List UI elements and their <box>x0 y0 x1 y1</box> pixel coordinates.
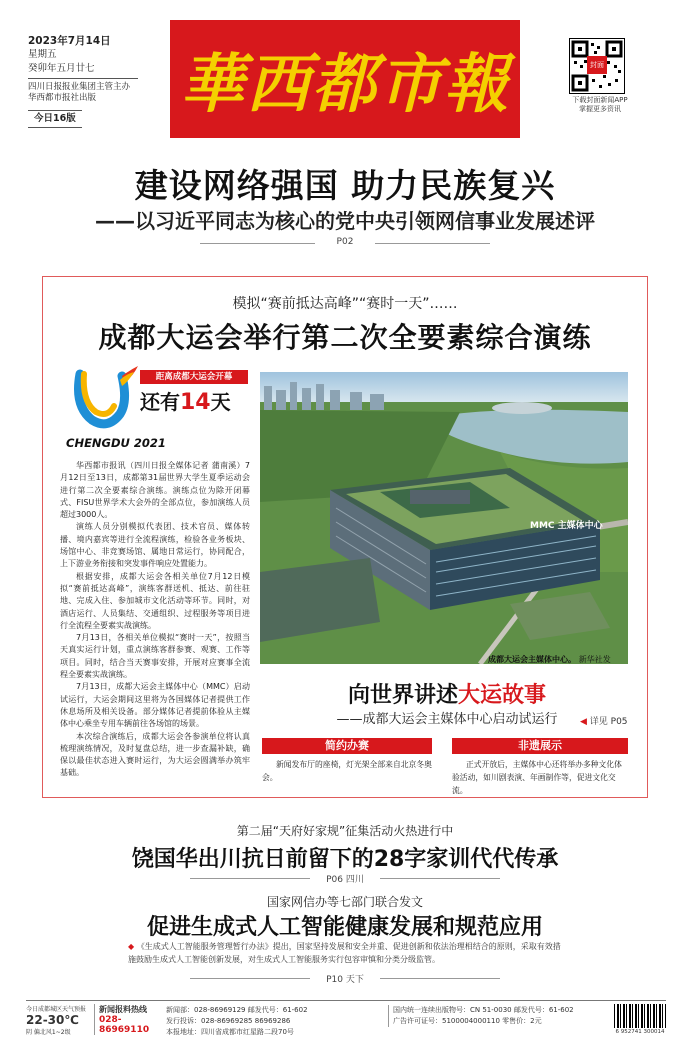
lunar-date: 癸卯年五月廿七 <box>28 63 95 74</box>
article-paragraph: 演练人员分别模拟代表团、技术官员、媒体转播、境内嘉宾等进行全流程演练，检验各业务板块、场馆中心、非竞赛场馆、属地日常运行，协同配合，上下游业务衔接和突发事件响应处置能力。 <box>60 522 250 569</box>
footer <box>26 1000 666 1039</box>
aerial-photo-icon <box>260 372 628 664</box>
story2-title[interactable]: 饶国华出川抗日前留下的28字家训代代传承 <box>131 847 559 872</box>
publication-line: 国内统一连续出版物号：CN 51-0030 邮发代号：61-602 <box>393 1006 574 1014</box>
divider <box>200 243 315 244</box>
barcode-icon <box>614 1004 666 1028</box>
divider <box>28 78 138 79</box>
universiade-emblem-icon <box>62 366 142 434</box>
chengdu-2021-wordmark: CHENGDU 2021 <box>66 436 166 450</box>
tag-simple-games: 简约办赛 <box>262 738 432 754</box>
page-reference[interactable]: P10 天下 <box>326 975 364 985</box>
flag-title: 華西都市報 <box>180 47 510 122</box>
publication-line: 广告许可证号：5100004000110 零售价：2元 <box>393 1017 542 1025</box>
main-media-center-photo[interactable] <box>260 372 628 664</box>
feature-title[interactable]: 成都大运会举行第二次全要素综合演练 <box>98 321 592 354</box>
page-count: 今日16版 <box>28 110 82 128</box>
brief-simple-games: 新闻发布厅的座椅，灯光架全部来自北京冬奥会。 <box>262 760 432 782</box>
article-paragraph: 华西都市报讯（四川日报全媒体记者 蒲南溪）7月12日至13日，成都第31届世界大学生夏季运动会进行第二次全要素综合演练。演练点位为除开闭幕式、FISU世界学术大会外的全部点位，参加演练人员超过3000人。 <box>60 461 250 520</box>
contact-line: 发行投诉：028-86969285 86969286 <box>166 1017 291 1025</box>
weather-desc: 阴 偏北风1~2级 <box>26 1029 71 1036</box>
top-story-subtitle: ——以习近平同志为核心的党中央引领网信事业发展述评 <box>95 209 595 233</box>
divider <box>380 978 500 979</box>
weather-temp: 22-30℃ <box>26 1013 79 1027</box>
arrow-icon: ◀ <box>580 717 587 727</box>
countdown-number: 14 <box>180 390 211 415</box>
see-page-link[interactable] <box>580 714 628 727</box>
caption-text: 成都大运会主媒体中心。 <box>488 655 576 664</box>
divider <box>375 243 490 244</box>
article-paragraph: 本次综合演练后，成都大运会各参演单位将认真梳理演练情况，及时复盘总结，进一步查漏补缺，确保以最佳状态进入赛时运行，为大运会圆满举办筑牢基础。 <box>60 731 250 778</box>
qr-caption-line-1: 下载封面新闻APP <box>572 96 628 104</box>
weather-box <box>26 1004 90 1036</box>
contact-line: 新闻部：028-86969129 邮发代号：61-602 <box>166 1006 308 1014</box>
article-paragraph: 根据安排，成都大运会各相关单位7月12日模拟“赛前抵达高峰”，演练客群送机、抵达、前往驻地、完成入住、参加城市文化活动等环节。同时，对酒店运行、人员集结、交通组织、过程服务等项目进行全流程全要素实战演练。 <box>60 571 250 630</box>
hotline-number[interactable]: 028-86969110 <box>99 1015 150 1035</box>
countdown-badge <box>140 370 248 414</box>
hotline-label: 新闻报料热线 <box>99 1005 147 1014</box>
caption-credit: 新华社发 <box>578 655 611 664</box>
headline-part: 向世界讲述 <box>347 683 458 708</box>
media-center-subheadline: ——成都大运会主媒体中心启动试运行 <box>336 712 558 727</box>
article-paragraph: 7月13日，成都大运会主媒体中心（MMC）启动试运行，大运会期间这里将为各国媒体记者提供工作休息场所及相关设备。部分媒体记者提前体验从主媒体中心乘坐专用车辆前往各场馆的场景。 <box>60 682 250 729</box>
top-story-title[interactable]: 建设网络强国 助力民族复兴 <box>134 166 556 205</box>
media-center-headline[interactable] <box>262 678 632 709</box>
qr-caption <box>560 96 640 114</box>
story3-title[interactable]: 促进生成式人工智能健康发展和规范应用 <box>146 915 543 940</box>
feature-kicker: 模拟“赛前抵达高峰”“赛时一天”…… <box>232 296 458 312</box>
weather-label: 今日成都城区天气预报 <box>26 1006 87 1013</box>
article-paragraph: 7月13日，各相关单位模拟“赛时一天”，按照当天真实运行计划，重点演练客群参赛、观赛、工作等项目。同时，结合当天赛事安排，开展对应赛事全流程全要素实战演练。 <box>60 633 250 680</box>
qr-app-logo: 封面 <box>587 56 607 74</box>
story3-kicker: 国家网信办等七部门联合发文 <box>266 895 423 909</box>
tag-heritage-display: 非遗展示 <box>452 738 628 754</box>
photo-sign: MMC 主媒体中心 <box>530 521 603 531</box>
brief-heritage-display: 正式开放后，主媒体中心还将举办多种文化体验活动，如川剧表演、年画制作等，促进文化交流。 <box>452 760 622 795</box>
publisher-line-1: 四川日报报业集团主管主办 <box>28 82 131 92</box>
divider <box>190 978 310 979</box>
countdown-value <box>140 386 231 415</box>
story2-kicker: 第二届“天府好家规”征集活动火热进行中 <box>236 824 454 838</box>
qr-caption-line-2: 掌握更多资讯 <box>579 105 621 113</box>
barcode-number: 6 952741 300014 <box>615 1029 665 1035</box>
newspaper-flag <box>170 20 520 138</box>
photo-caption <box>488 654 611 665</box>
summary-text: 《生成式人工智能服务管理暂行办法》提出，国家坚持发展和安全并重、促进创新和依法治理相结合的原则，采取有效措施鼓励生成式人工智能创新发展，对生成式人工智能服务实行包容审慎和分类分级监管。 <box>128 942 561 964</box>
story3-summary <box>128 940 568 966</box>
headline-highlight: 大运故事 <box>458 683 547 708</box>
countdown-label: 距离成都大运会开幕 <box>140 370 248 384</box>
contact-info <box>166 1005 386 1038</box>
countdown-prefix: 还有 <box>140 390 180 414</box>
diamond-icon: ◆ <box>128 942 135 951</box>
issue-date: 2023年7月14日 <box>28 35 111 47</box>
universiade-logo <box>62 366 142 434</box>
page-reference[interactable]: P02 <box>336 237 354 247</box>
hotline-box <box>94 1004 163 1035</box>
page-reference[interactable]: P06 四川 <box>326 875 364 885</box>
countdown-suffix: 天 <box>210 390 231 414</box>
date-block <box>28 34 168 128</box>
publication-info <box>388 1005 613 1027</box>
feature-article <box>60 460 250 780</box>
see-page-text: 详见 P05 <box>589 717 628 727</box>
divider <box>190 878 310 879</box>
divider <box>380 878 500 879</box>
publisher-line-2: 华西都市报社出版 <box>28 93 97 103</box>
issue-weekday: 星期五 <box>28 49 57 60</box>
contact-line: 本报地址：四川省成都市红星路二段70号 <box>166 1028 294 1036</box>
